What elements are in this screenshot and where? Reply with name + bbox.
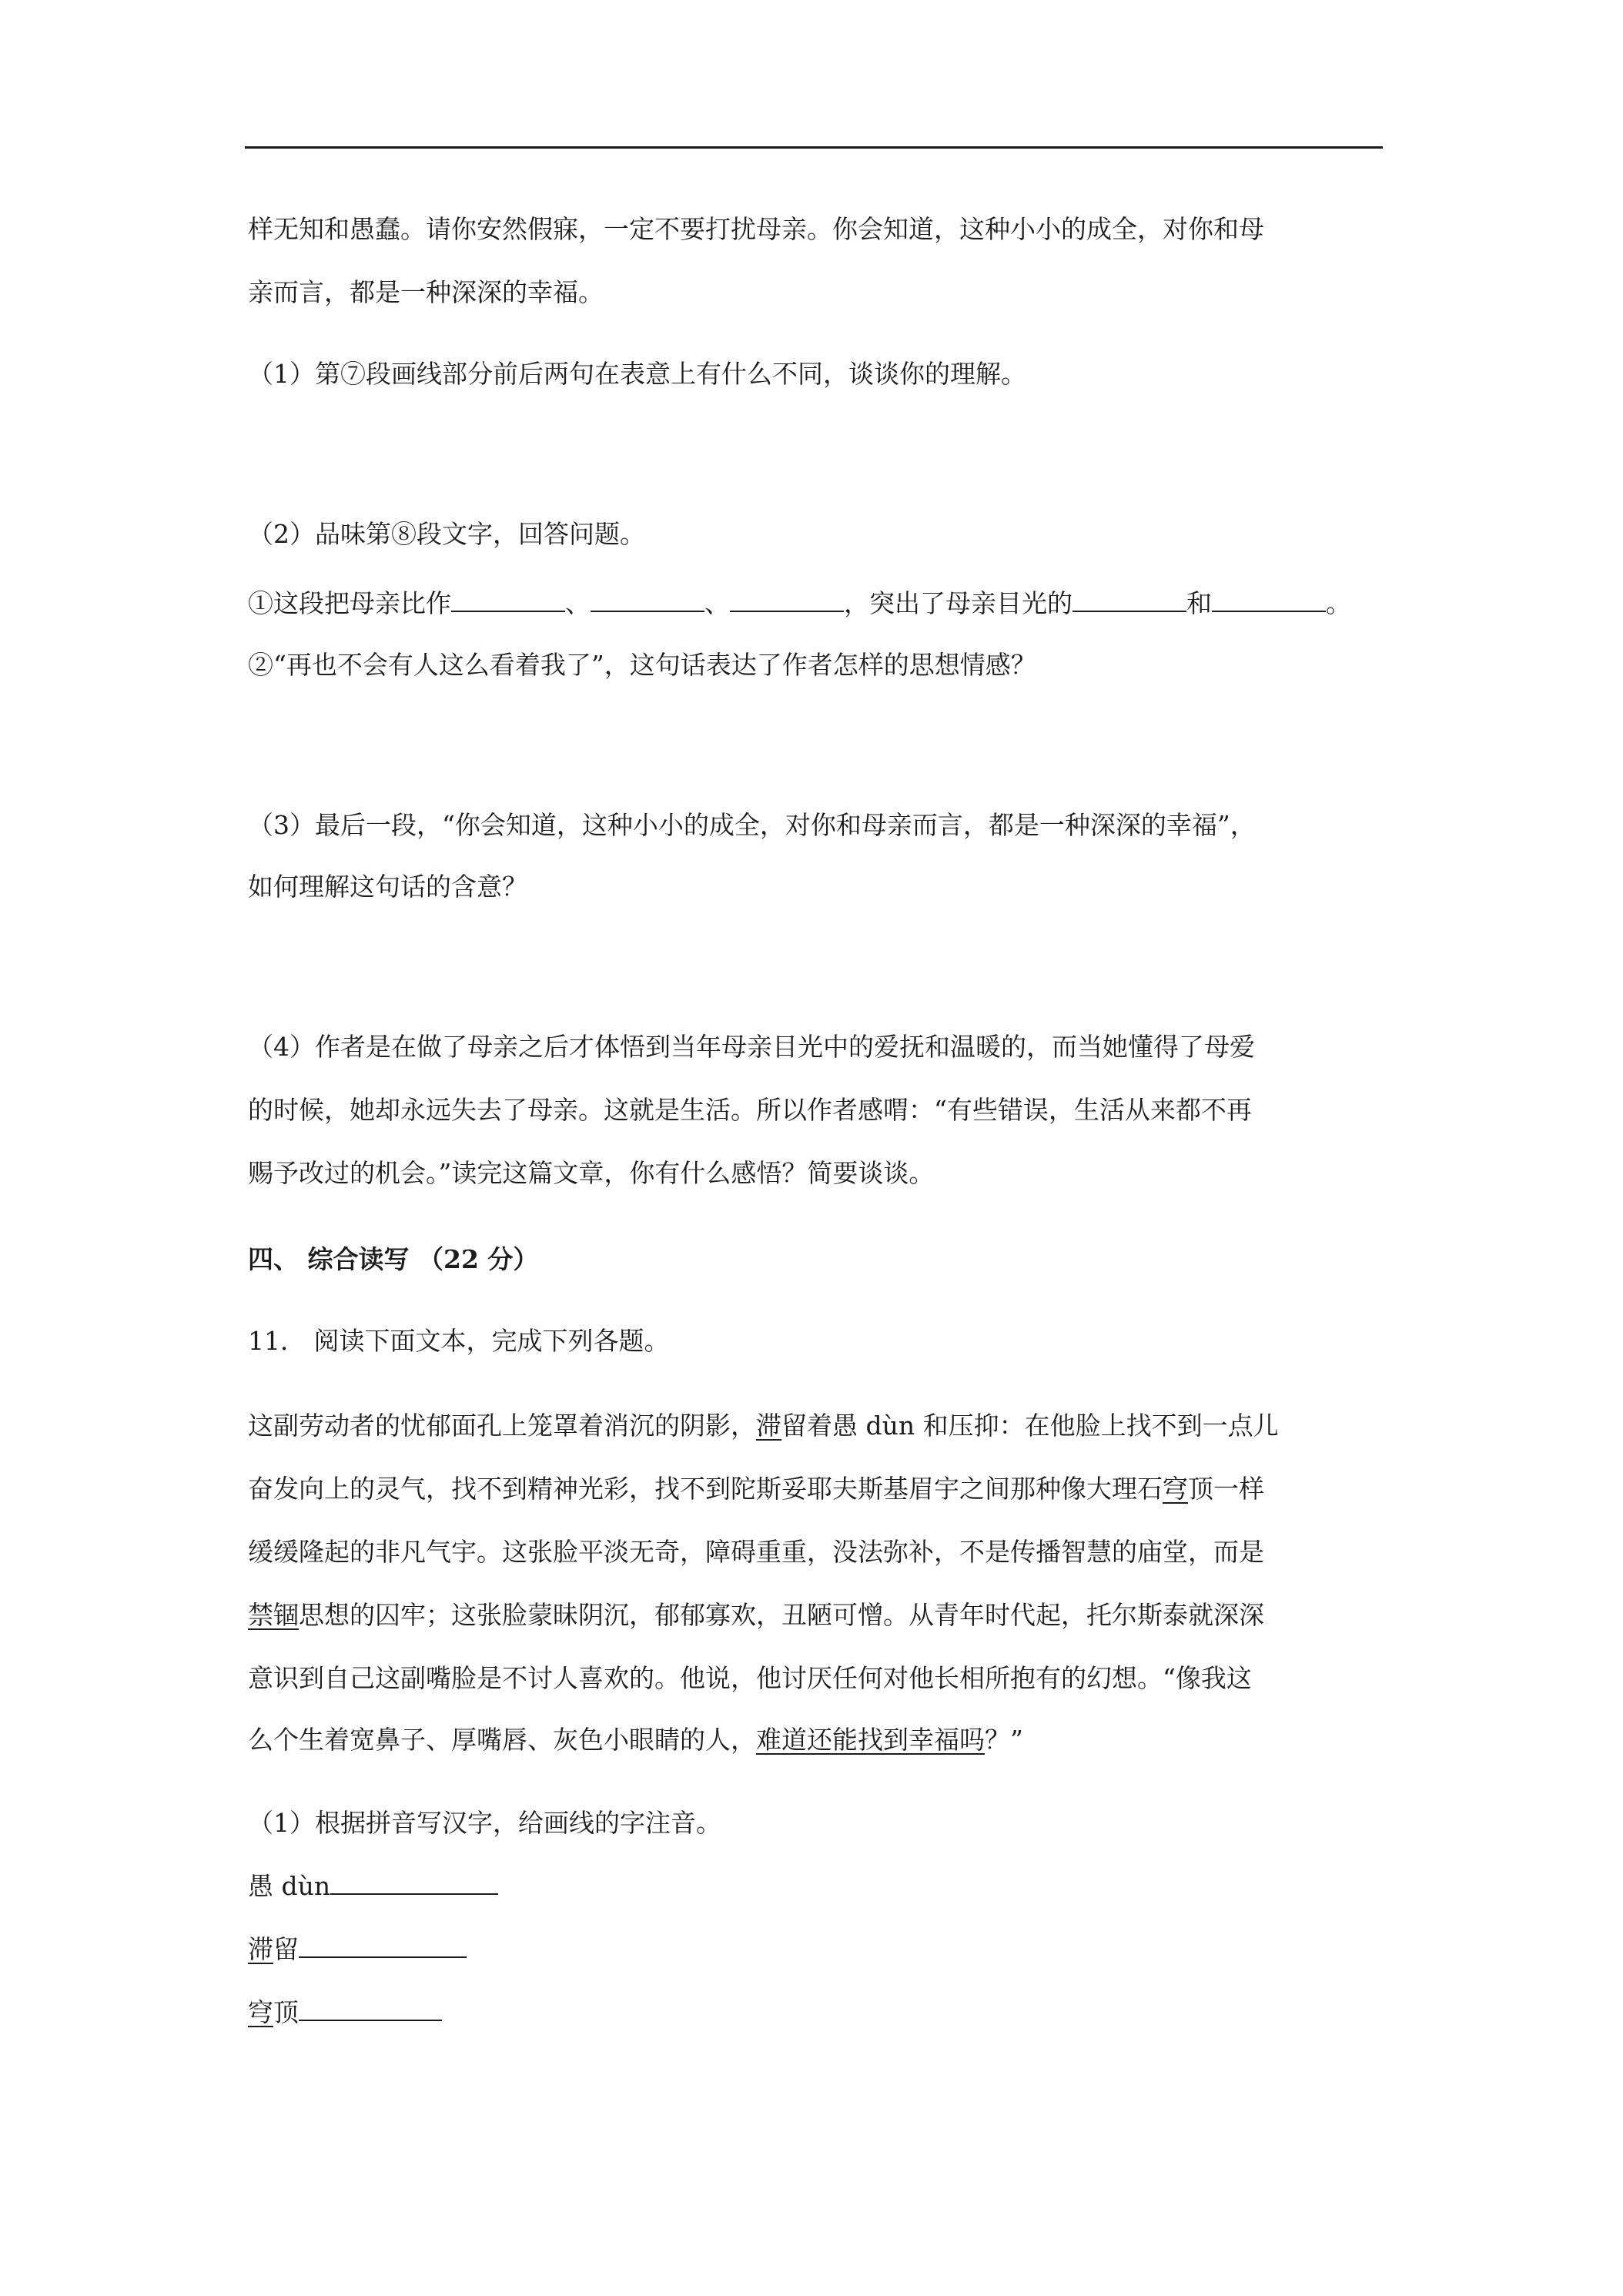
answer-blank[interactable] — [330, 1870, 498, 1895]
question-10-4: （4）作者是在做了母亲之后才体悟到当年母亲目光中的爱抚和温暖的，而当她懂得了母爱 — [248, 1032, 1255, 1062]
reading-text-line — [248, 1723, 1023, 1757]
fill-item — [248, 1996, 442, 2030]
reading-text: 思想的囚牢；这张脸蒙昧阴沉，郁郁寡欢，丑陋可憎。从青年时代起，托尔斯泰就深深 — [299, 1600, 1264, 1630]
question-10-2-b: ②“再也不会有人这么看着我了”，这句话表达了作者怎样的思想情感？ — [248, 650, 1036, 680]
underlined-char: 穹 — [1163, 1474, 1188, 1504]
answer-blank[interactable] — [730, 587, 844, 612]
reading-text-line: 意识到自己这副嘴脸是不讨人喜欢的。他说，他讨厌任何对他长相所抱有的幻想。“像我这 — [248, 1663, 1252, 1693]
underlined-char: 滞 — [248, 1934, 273, 1964]
answer-blank[interactable] — [1212, 587, 1326, 612]
fill-label: 顶 — [273, 1997, 299, 2027]
reading-text-line — [248, 1472, 1264, 1506]
underlined-sentence: 难道还能找到幸福吗 — [756, 1725, 985, 1755]
question-10-4: 赐予改过的机会。”读完这篇文章，你有什么感悟？简要谈谈。 — [248, 1158, 935, 1188]
question-text: 和 — [1186, 588, 1212, 618]
reading-text-line — [248, 1598, 1264, 1632]
underlined-word: 禁锢 — [248, 1600, 299, 1630]
passage-line: 样无知和愚蠢。请你安然假寐，一定不要打扰母亲。你会知道，这种小小的成全，对你和母 — [248, 214, 1264, 244]
answer-blank[interactable] — [299, 1996, 442, 2021]
answer-blank[interactable] — [591, 587, 704, 612]
reading-text: 留着愚 dùn 和压抑：在他脸上找不到一点儿 — [781, 1411, 1279, 1441]
reading-text: 这副劳动者的忧郁面孔上笼罩着消沉的阴影， — [248, 1411, 756, 1441]
question-text: 。 — [1326, 588, 1351, 618]
question-10-3: 如何理解这句话的含意？ — [248, 872, 527, 902]
question-11-intro: 11． 阅读下面文本，完成下列各题。 — [248, 1326, 670, 1356]
question-10-2-a — [248, 587, 1351, 621]
question-10-4: 的时候，她却永远失去了母亲。这就是生活。所以作者感喟：“有些错误，生活从来都不再 — [248, 1095, 1252, 1125]
answer-blank[interactable] — [299, 1933, 467, 1958]
reading-text-line — [248, 1409, 1279, 1443]
header-rule — [245, 146, 1383, 149]
underlined-char: 滞 — [756, 1411, 781, 1441]
question-10-3: （3）最后一段，“你会知道，这种小小的成全，对你和母亲而言，都是一种深深的幸福”， — [248, 810, 1256, 840]
reading-text: 么个生着宽鼻子、厚嘴唇、灰色小眼睛的人， — [248, 1725, 756, 1755]
separator: 、 — [565, 588, 591, 618]
fill-label: 愚 dùn — [248, 1871, 331, 1901]
answer-blank[interactable] — [451, 587, 565, 612]
fill-item — [248, 1933, 467, 1966]
fill-label: 留 — [273, 1934, 299, 1964]
underlined-char: 穹 — [248, 1997, 273, 2027]
answer-blank[interactable] — [1073, 587, 1186, 612]
reading-text: 顶一样 — [1188, 1474, 1264, 1504]
separator: 、 — [704, 588, 730, 618]
question-text: ，突出了母亲目光的 — [844, 588, 1073, 618]
reading-text: 奋发向上的灵气，找不到精神光彩，找不到陀斯妥耶夫斯基眉宇之间那种像大理石 — [248, 1474, 1163, 1504]
question-text: ①这段把母亲比作 — [248, 588, 451, 618]
question-10-1: （1）第⑦段画线部分前后两句在表意上有什么不同，谈谈你的理解。 — [248, 359, 1026, 389]
passage-line: 亲而言，都是一种深深的幸福。 — [248, 277, 604, 307]
question-10-2: （2）品味第⑧段文字，回答问题。 — [248, 519, 645, 549]
section-heading: 四、 综合读写 （22 分） — [248, 1244, 539, 1274]
question-11-1: （1）根据拼音写汉字，给画线的字注音。 — [248, 1808, 721, 1838]
reading-text: ？” — [985, 1725, 1023, 1755]
fill-item — [248, 1869, 498, 1903]
reading-text-line: 缓缓隆起的非凡气宇。这张脸平淡无奇，障碍重重，没法弥补，不是传播智慧的庙堂，而是 — [248, 1537, 1264, 1567]
